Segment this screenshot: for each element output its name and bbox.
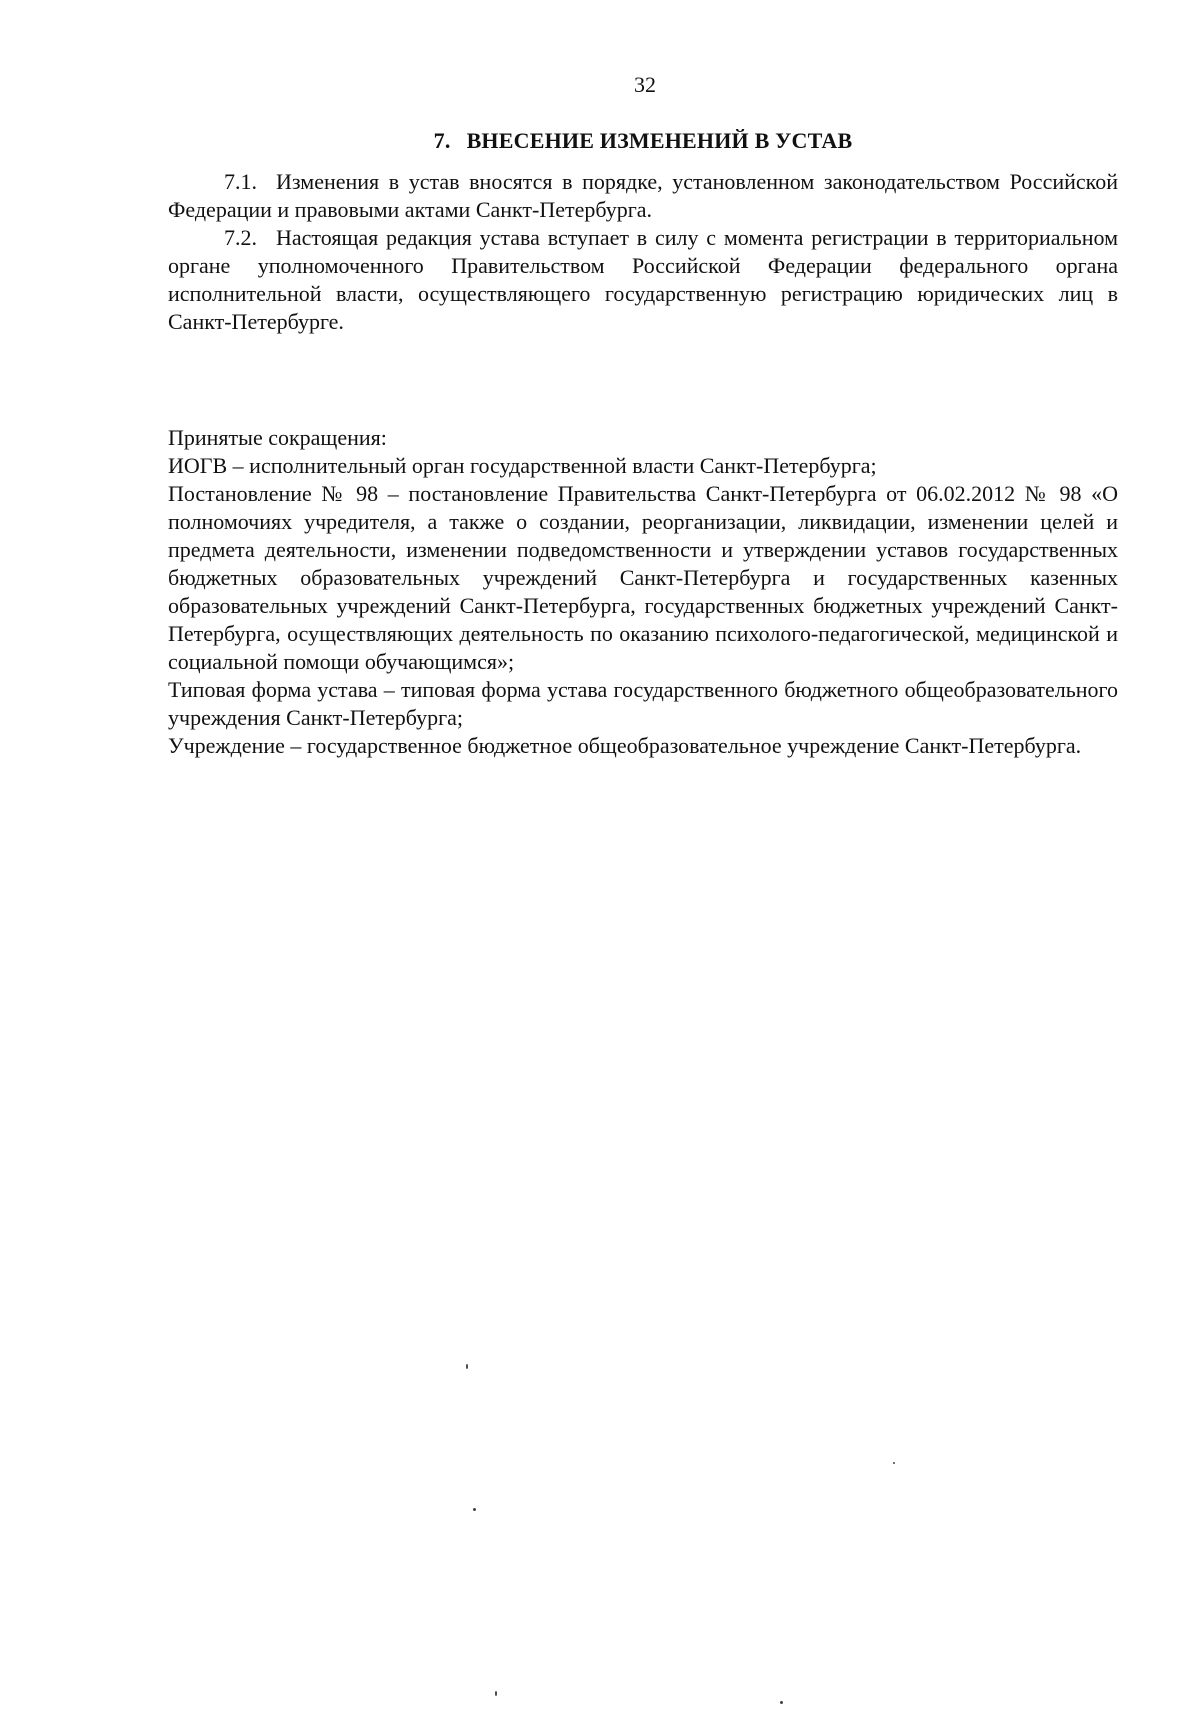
clause-text: Настоящая редакция устава вступает в силу с момента регистрации в территориальном органе уполномоченного Правительством Российской Федерации федерального органа исполнительной власти, осуществляющего государственную регистрацию юридических лиц в Санкт-Петербурге. bbox=[168, 225, 1118, 334]
clauses-block bbox=[168, 168, 1118, 336]
clause-text: Изменения в устав вносятся в порядке, установленном законодательством Российской Федерации и правовыми актами Санкт-Петербурга. bbox=[168, 169, 1118, 222]
clause-number: 7.2. bbox=[224, 225, 257, 250]
clause-number: 7.1. bbox=[224, 169, 257, 194]
scan-speck bbox=[473, 1508, 476, 1511]
scan-speck bbox=[466, 1364, 468, 1369]
scan-speck bbox=[780, 1701, 783, 1704]
clause-7-2 bbox=[168, 224, 1118, 336]
clause-7-1 bbox=[168, 168, 1118, 224]
abbreviations-heading: Принятые сокращения: bbox=[168, 425, 387, 450]
section-number: 7. bbox=[433, 128, 451, 153]
abbreviation-item: Типовая форма устава – типовая форма устава государственного бюджетного общеобразовательного учреждения Санкт-Петербурга; bbox=[168, 677, 1118, 730]
section-heading bbox=[168, 128, 1118, 154]
abbreviation-item: Учреждение – государственное бюджетное общеобразовательное учреждение Санкт-Петербурга. bbox=[168, 733, 1082, 758]
abbreviations-block bbox=[168, 424, 1118, 760]
section-title: ВНЕСЕНИЕ ИЗМЕНЕНИЙ В УСТАВ bbox=[466, 128, 853, 153]
page-number: 32 bbox=[634, 72, 656, 97]
scan-speck bbox=[893, 1462, 895, 1464]
scan-speck bbox=[495, 1691, 497, 1696]
abbreviation-item: ИОГВ – исполнительный орган государственной власти Санкт-Петербурга; bbox=[168, 453, 877, 478]
abbreviation-item: Постановление № 98 – постановление Правительства Санкт-Петербурга от 06.02.2012 № 98 «О полномочиях учредителя, а также о создании, реорганизации, ликвидации, изменении целей и предмета деятельности, изменении подведомственности и утверждении уставов государственных бюджетных образовательных учреждений Санкт-Петербурга и государственных казенных образовательных учреждений Санкт-Петербурга, государственных бюджетных учреждений Санкт-Петербурга, осуществляющих деятельность по оказанию психолого-педагогической, медицинской и социальной помощи обучающимся»; bbox=[168, 481, 1118, 674]
